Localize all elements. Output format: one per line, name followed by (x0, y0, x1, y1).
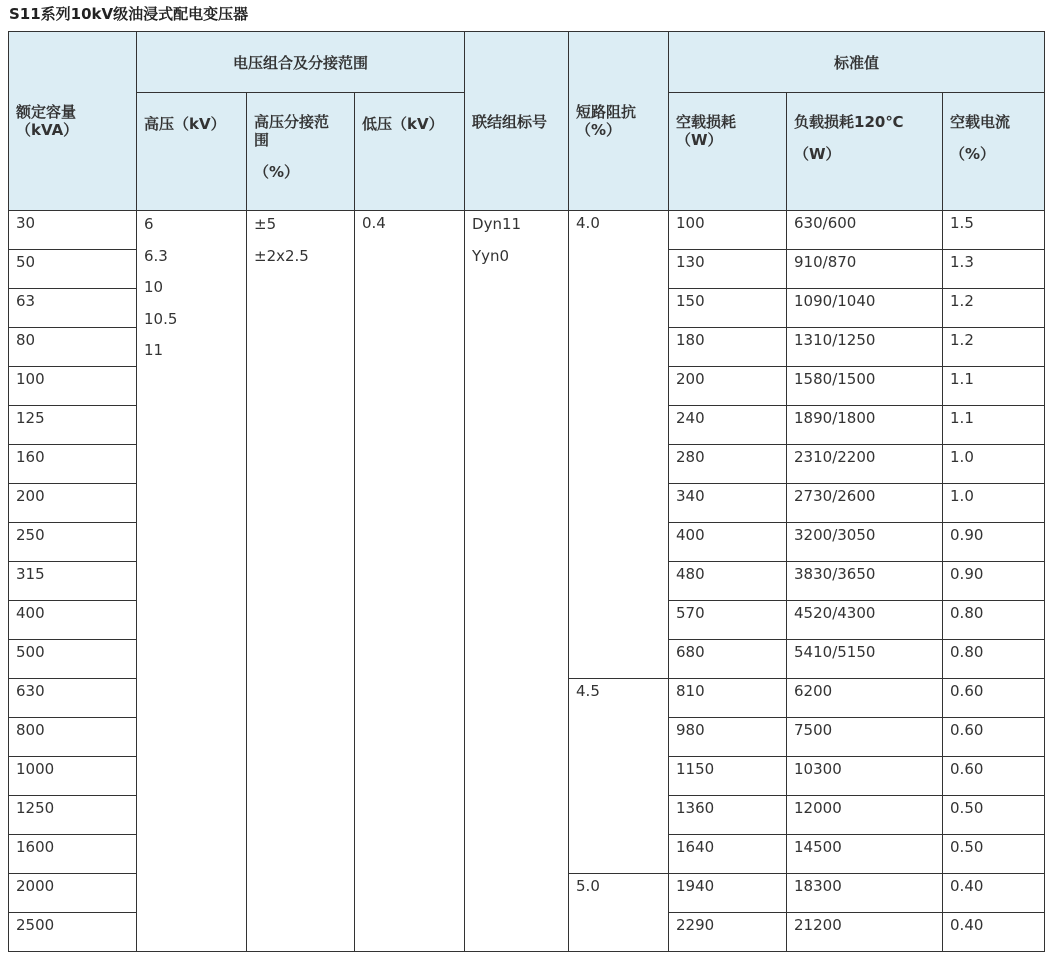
cell-load-loss: 12000 (787, 796, 943, 835)
table-body (9, 211, 1045, 952)
cell-no-load-loss: 680 (669, 640, 787, 679)
cell-no-load-loss: 100 (669, 211, 787, 250)
high-voltage-value: 6 (144, 215, 154, 233)
cell-no-load-loss: 180 (669, 328, 787, 367)
cell-no-load-current: 0.60 (943, 757, 1045, 796)
cell-no-load-loss: 810 (669, 679, 787, 718)
cell-no-load-loss: 570 (669, 601, 787, 640)
high-voltage-value: 10.5 (144, 309, 178, 328)
header-high-voltage: 高压（kV） (137, 93, 247, 211)
cell-no-load-loss: 340 (669, 484, 787, 523)
cell-no-load-current: 1.1 (943, 406, 1045, 445)
cell-load-loss: 6200 (787, 679, 943, 718)
header-no-load-current: 空载电流 （%） (943, 93, 1045, 211)
cell-capacity: 125 (9, 406, 137, 445)
high-voltage-value: 10 (144, 278, 164, 296)
cell-no-load-loss: 200 (669, 367, 787, 406)
cell-load-loss: 2730/2600 (787, 484, 943, 523)
header-impedance: 短路阻抗 （%） (569, 32, 669, 211)
cell-tap-range-merged (247, 211, 355, 952)
cell-no-load-current: 1.3 (943, 250, 1045, 289)
cell-vector-group-merged (465, 211, 569, 952)
cell-no-load-current: 0.60 (943, 718, 1045, 757)
cell-no-load-loss: 280 (669, 445, 787, 484)
header-standard: 标准值 (669, 32, 1045, 93)
high-voltage-value: 11 (144, 341, 164, 359)
cell-capacity: 2000 (9, 874, 137, 913)
cell-no-load-current: 0.40 (943, 913, 1045, 952)
vector-group-value: Dyn11 (472, 215, 522, 233)
header-voltage-group: 电压组合及分接范围 (137, 32, 465, 93)
cell-no-load-current: 0.90 (943, 523, 1045, 562)
cell-no-load-current: 0.50 (943, 796, 1045, 835)
table-row (9, 211, 1045, 250)
cell-capacity: 50 (9, 250, 137, 289)
header-load-loss: 负载损耗120℃ （W） (787, 93, 943, 211)
cell-load-loss: 5410/5150 (787, 640, 943, 679)
cell-high-voltage-merged (137, 211, 247, 952)
transformer-spec-table (8, 31, 1045, 952)
cell-capacity: 630 (9, 679, 137, 718)
cell-impedance: 5.0 (569, 874, 669, 952)
cell-load-loss: 10300 (787, 757, 943, 796)
cell-capacity: 800 (9, 718, 137, 757)
cell-no-load-loss: 480 (669, 562, 787, 601)
cell-load-loss: 1310/1250 (787, 328, 943, 367)
cell-capacity: 1250 (9, 796, 137, 835)
cell-capacity: 100 (9, 367, 137, 406)
cell-no-load-loss: 1940 (669, 874, 787, 913)
cell-no-load-current: 0.40 (943, 874, 1045, 913)
cell-no-load-current: 1.2 (943, 289, 1045, 328)
cell-no-load-current: 1.1 (943, 367, 1045, 406)
cell-load-loss: 1890/1800 (787, 406, 943, 445)
cell-no-load-loss: 1360 (669, 796, 787, 835)
cell-capacity: 160 (9, 445, 137, 484)
cell-load-loss: 3200/3050 (787, 523, 943, 562)
cell-no-load-loss: 1150 (669, 757, 787, 796)
cell-no-load-current: 1.0 (943, 445, 1045, 484)
header-low-voltage: 低压（kV） (355, 93, 465, 211)
high-voltage-value: 6.3 (144, 246, 168, 265)
cell-impedance: 4.0 (569, 211, 669, 679)
cell-capacity: 250 (9, 523, 137, 562)
cell-capacity: 400 (9, 601, 137, 640)
cell-low-voltage-merged: 0.4 (355, 211, 465, 952)
cell-no-load-current: 1.0 (943, 484, 1045, 523)
cell-load-loss: 910/870 (787, 250, 943, 289)
cell-impedance: 4.5 (569, 679, 669, 874)
cell-no-load-current: 0.80 (943, 640, 1045, 679)
cell-no-load-loss: 130 (669, 250, 787, 289)
cell-load-loss: 1580/1500 (787, 367, 943, 406)
cell-no-load-current: 1.5 (943, 211, 1045, 250)
cell-no-load-current: 0.90 (943, 562, 1045, 601)
cell-no-load-current: 1.2 (943, 328, 1045, 367)
header-tap-range: 高压分接范 围 （%） (247, 93, 355, 211)
table-title: S11系列10kV级油浸式配电变压器 (9, 5, 249, 23)
cell-capacity: 30 (9, 211, 137, 250)
cell-no-load-current: 0.60 (943, 679, 1045, 718)
cell-no-load-current: 0.50 (943, 835, 1045, 874)
cell-capacity: 63 (9, 289, 137, 328)
cell-capacity: 1000 (9, 757, 137, 796)
cell-load-loss: 2310/2200 (787, 445, 943, 484)
cell-capacity: 200 (9, 484, 137, 523)
cell-load-loss: 1090/1040 (787, 289, 943, 328)
cell-load-loss: 14500 (787, 835, 943, 874)
cell-load-loss: 18300 (787, 874, 943, 913)
cell-load-loss: 21200 (787, 913, 943, 952)
cell-no-load-loss: 400 (669, 523, 787, 562)
cell-no-load-current: 0.80 (943, 601, 1045, 640)
cell-no-load-loss: 980 (669, 718, 787, 757)
cell-no-load-loss: 2290 (669, 913, 787, 952)
cell-no-load-loss: 1640 (669, 835, 787, 874)
cell-no-load-loss: 240 (669, 406, 787, 445)
cell-load-loss: 7500 (787, 718, 943, 757)
cell-capacity: 1600 (9, 835, 137, 874)
cell-load-loss: 630/600 (787, 211, 943, 250)
cell-load-loss: 3830/3650 (787, 562, 943, 601)
cell-capacity: 500 (9, 640, 137, 679)
header-no-load-loss: 空载损耗 （W） (669, 93, 787, 211)
tap-range-value: ±5 (254, 215, 277, 233)
cell-capacity: 80 (9, 328, 137, 367)
vector-group-value: Yyn0 (472, 246, 510, 265)
cell-capacity: 2500 (9, 913, 137, 952)
cell-load-loss: 4520/4300 (787, 601, 943, 640)
cell-no-load-loss: 150 (669, 289, 787, 328)
header-vector-group: 联结组标号 (465, 32, 569, 211)
tap-range-value: ±2x2.5 (254, 246, 309, 265)
cell-capacity: 315 (9, 562, 137, 601)
header-capacity: 额定容量 （kVA） (9, 32, 137, 211)
